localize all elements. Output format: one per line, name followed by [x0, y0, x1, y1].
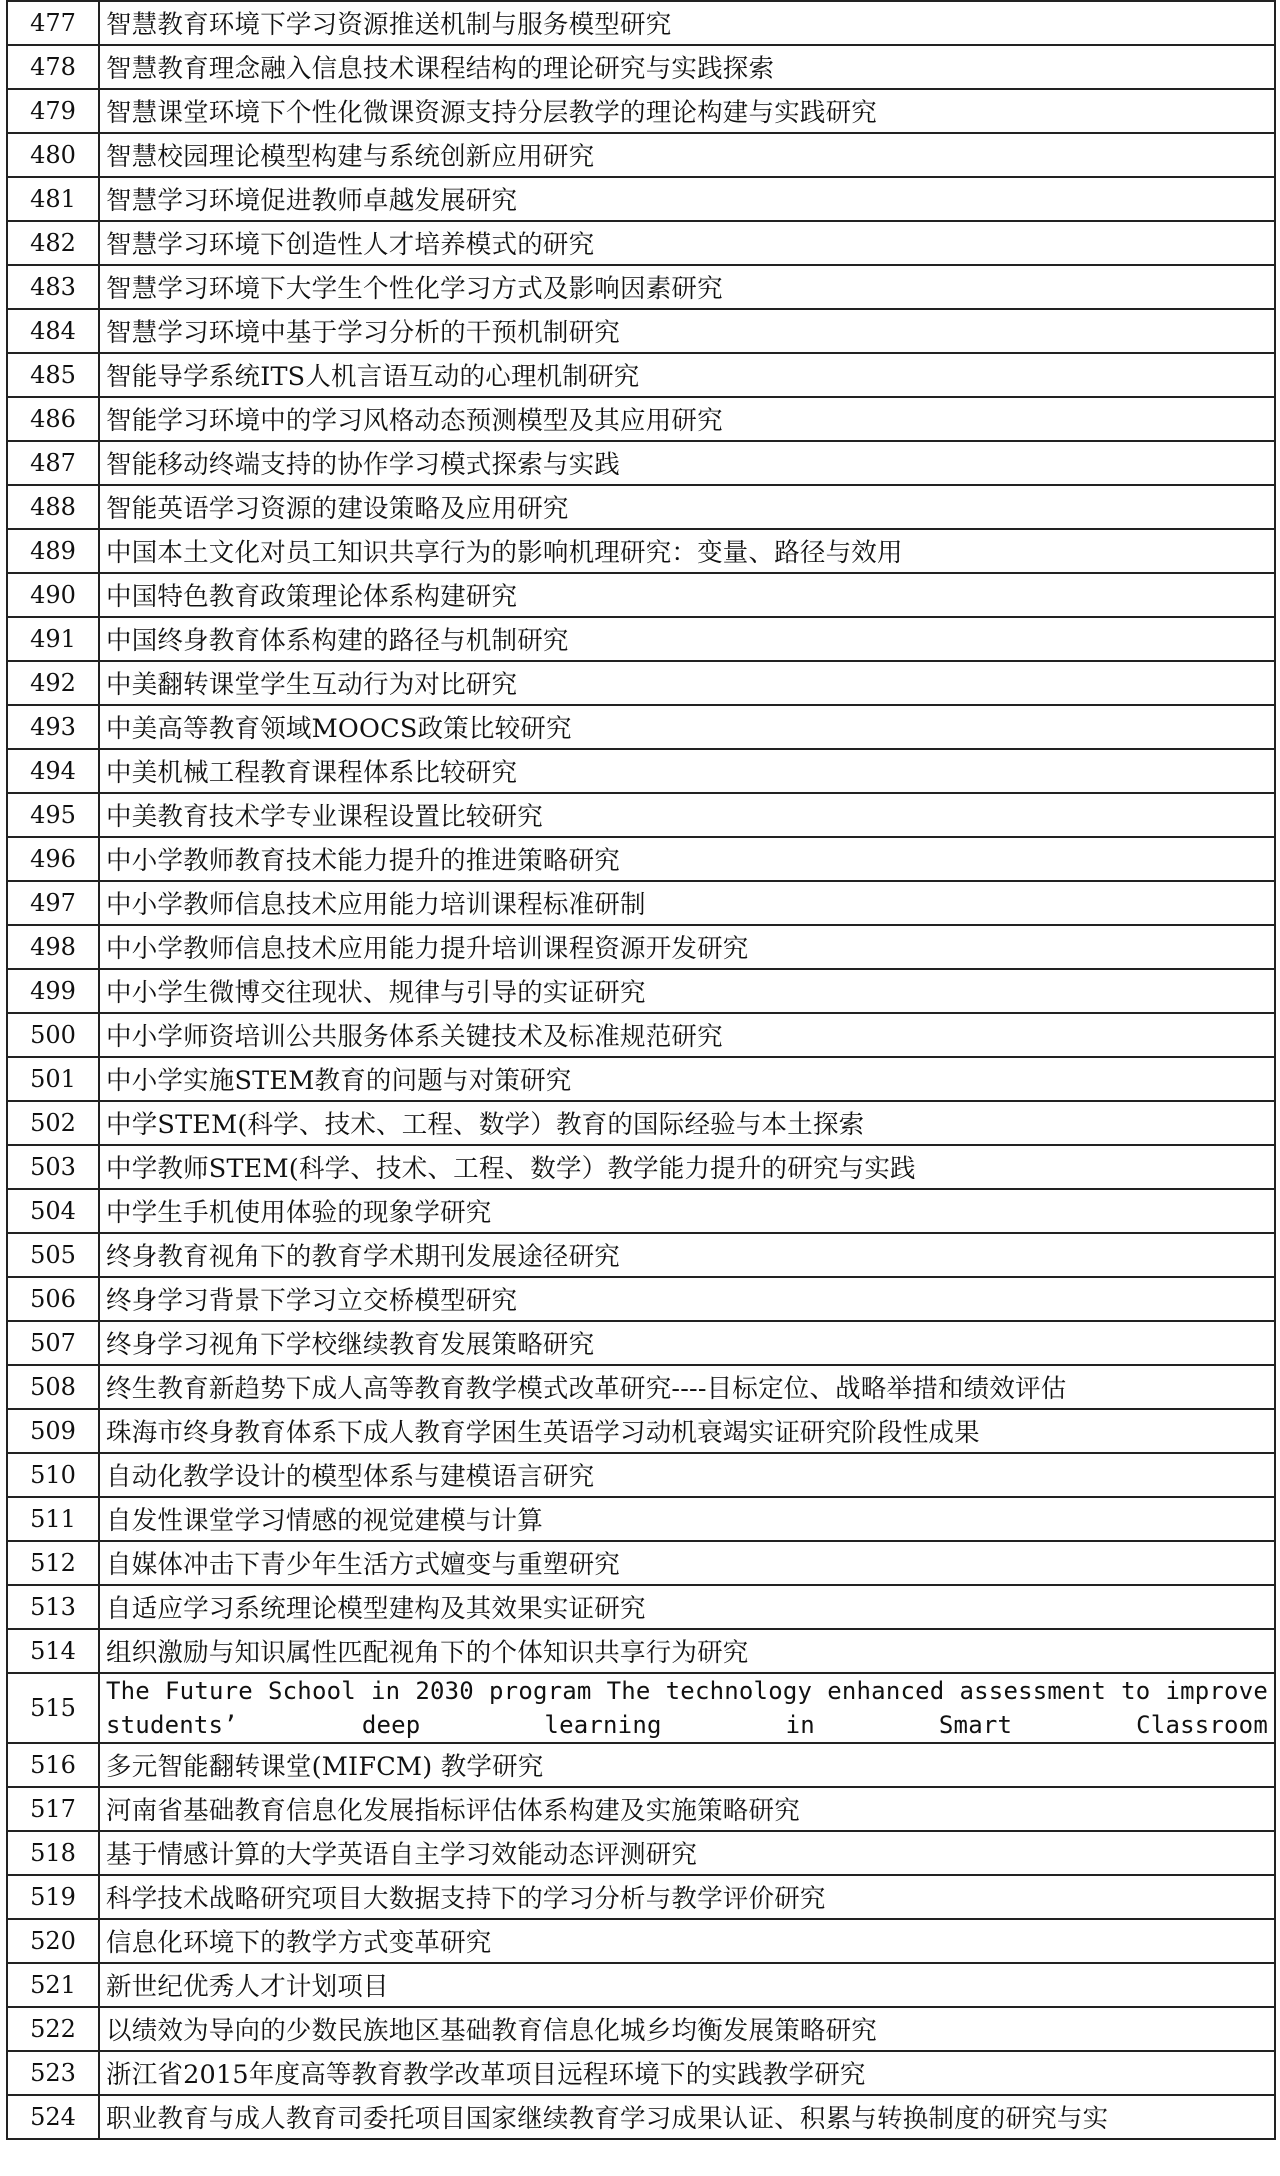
- table-row: [7, 1233, 1275, 1277]
- row-number-cell: 487: [7, 441, 99, 485]
- project-title-cell: 浙江省2015年度高等教育教学改革项目远程环境下的实践教学研究: [99, 2051, 1275, 2095]
- row-number-cell: 516: [7, 1743, 99, 1787]
- table-row: [7, 1963, 1275, 2007]
- project-title-cell: 以绩效为导向的少数民族地区基础教育信息化城乡均衡发展策略研究: [99, 2007, 1275, 2051]
- table-row: [7, 1629, 1275, 1673]
- project-title-cell: 智慧学习环境促进教师卓越发展研究: [99, 177, 1275, 221]
- table-row: [7, 1409, 1275, 1453]
- project-title-cell: 智能学习环境中的学习风格动态预测模型及其应用研究: [99, 397, 1275, 441]
- project-title-cell: 中国本土文化对员工知识共享行为的影响机理研究：变量、路径与效用: [99, 529, 1275, 573]
- row-number-cell: 486: [7, 397, 99, 441]
- row-number-cell: 514: [7, 1629, 99, 1673]
- project-title-cell: 自发性课堂学习情感的视觉建模与计算: [99, 1497, 1275, 1541]
- row-number-cell: 501: [7, 1057, 99, 1101]
- project-title-cell: 智慧教育环境下学习资源推送机制与服务模型研究: [99, 1, 1275, 45]
- project-title-cell: 多元智能翻转课堂(MIFCM) 教学研究: [99, 1743, 1275, 1787]
- row-number-cell: 517: [7, 1787, 99, 1831]
- table-row: [7, 573, 1275, 617]
- project-title-cell: 智能导学系统ITS人机言语互动的心理机制研究: [99, 353, 1275, 397]
- project-title-cell: 中国特色教育政策理论体系构建研究: [99, 573, 1275, 617]
- row-number-cell: 508: [7, 1365, 99, 1409]
- table-row: [7, 485, 1275, 529]
- project-title-cell: 智慧学习环境中基于学习分析的干预机制研究: [99, 309, 1275, 353]
- project-title-cell: 中美教育技术学专业课程设置比较研究: [99, 793, 1275, 837]
- table-body: [7, 1, 1275, 2139]
- row-number-cell: 489: [7, 529, 99, 573]
- table-row: [7, 1919, 1275, 1963]
- table-row: [7, 177, 1275, 221]
- table-row: [7, 89, 1275, 133]
- table-row: [7, 1787, 1275, 1831]
- project-title-cell: The Future School in 2030 program The technology enhanced assessment to improve students’ deep learning in Smart Classroom: [99, 1673, 1275, 1743]
- row-number-cell: 483: [7, 265, 99, 309]
- row-number-cell: 494: [7, 749, 99, 793]
- project-title-cell: 中小学师资培训公共服务体系关键技术及标准规范研究: [99, 1013, 1275, 1057]
- table-row: [7, 1497, 1275, 1541]
- project-title-cell: 终身学习背景下学习立交桥模型研究: [99, 1277, 1275, 1321]
- table-row: [7, 529, 1275, 573]
- table-row: [7, 1145, 1275, 1189]
- table-row: [7, 265, 1275, 309]
- project-title-cell: 智能英语学习资源的建设策略及应用研究: [99, 485, 1275, 529]
- project-title-cell: 组织激励与知识属性匹配视角下的个体知识共享行为研究: [99, 1629, 1275, 1673]
- row-number-cell: 499: [7, 969, 99, 1013]
- table-row: [7, 881, 1275, 925]
- project-title-cell: 智慧学习环境下创造性人才培养模式的研究: [99, 221, 1275, 265]
- project-title-cell: 中小学教师信息技术应用能力培训课程标准研制: [99, 881, 1275, 925]
- row-number-cell: 480: [7, 133, 99, 177]
- row-number-cell: 496: [7, 837, 99, 881]
- table-row: [7, 1875, 1275, 1919]
- row-number-cell: 510: [7, 1453, 99, 1497]
- project-title-cell: 中学生手机使用体验的现象学研究: [99, 1189, 1275, 1233]
- row-number-cell: 488: [7, 485, 99, 529]
- table-row: [7, 1, 1275, 45]
- project-title-cell: 中小学教师信息技术应用能力提升培训课程资源开发研究: [99, 925, 1275, 969]
- row-number-cell: 509: [7, 1409, 99, 1453]
- row-number-cell: 503: [7, 1145, 99, 1189]
- row-number-cell: 519: [7, 1875, 99, 1919]
- table-row: [7, 661, 1275, 705]
- project-title-cell: 智慧学习环境下大学生个性化学习方式及影响因素研究: [99, 265, 1275, 309]
- row-number-cell: 504: [7, 1189, 99, 1233]
- table-row: [7, 2051, 1275, 2095]
- row-number-cell: 491: [7, 617, 99, 661]
- row-number-cell: 484: [7, 309, 99, 353]
- table-row: [7, 1673, 1275, 1743]
- row-number-cell: 522: [7, 2007, 99, 2051]
- project-title-cell: 河南省基础教育信息化发展指标评估体系构建及实施策略研究: [99, 1787, 1275, 1831]
- table-row: [7, 2095, 1275, 2139]
- row-number-cell: 521: [7, 1963, 99, 2007]
- project-title-cell: 中美翻转课堂学生互动行为对比研究: [99, 661, 1275, 705]
- row-number-cell: 512: [7, 1541, 99, 1585]
- table-row: [7, 309, 1275, 353]
- table-row: [7, 749, 1275, 793]
- project-title-cell: 智慧课堂环境下个性化微课资源支持分层教学的理论构建与实践研究: [99, 89, 1275, 133]
- row-number-cell: 515: [7, 1673, 99, 1743]
- project-title-cell: 终身学习视角下学校继续教育发展策略研究: [99, 1321, 1275, 1365]
- project-title-cell: 智能移动终端支持的协作学习模式探索与实践: [99, 441, 1275, 485]
- table-row: [7, 1057, 1275, 1101]
- table-row: [7, 133, 1275, 177]
- project-title-cell: 中小学生微博交往现状、规律与引导的实证研究: [99, 969, 1275, 1013]
- project-title-cell: 中小学教师教育技术能力提升的推进策略研究: [99, 837, 1275, 881]
- table-row: [7, 397, 1275, 441]
- project-title-cell: 智慧教育理念融入信息技术课程结构的理论研究与实践探索: [99, 45, 1275, 89]
- project-title-cell: 中小学实施STEM教育的问题与对策研究: [99, 1057, 1275, 1101]
- project-title-cell: 中美高等教育领域MOOCS政策比较研究: [99, 705, 1275, 749]
- project-title-cell: 自动化教学设计的模型体系与建模语言研究: [99, 1453, 1275, 1497]
- table-row: [7, 1453, 1275, 1497]
- table-row: [7, 1743, 1275, 1787]
- project-title-cell: 新世纪优秀人才计划项目: [99, 1963, 1275, 2007]
- row-number-cell: 524: [7, 2095, 99, 2139]
- project-title-cell: 科学技术战略研究项目大数据支持下的学习分析与教学评价研究: [99, 1875, 1275, 1919]
- table-row: [7, 705, 1275, 749]
- row-number-cell: 477: [7, 1, 99, 45]
- row-number-cell: 513: [7, 1585, 99, 1629]
- row-number-cell: 502: [7, 1101, 99, 1145]
- project-title-cell: 终生教育新趋势下成人高等教育教学模式改革研究----目标定位、战略举措和绩效评估: [99, 1365, 1275, 1409]
- table-row: [7, 1541, 1275, 1585]
- row-number-cell: 506: [7, 1277, 99, 1321]
- table-row: [7, 1277, 1275, 1321]
- table-row: [7, 837, 1275, 881]
- row-number-cell: 478: [7, 45, 99, 89]
- row-number-cell: 498: [7, 925, 99, 969]
- table-row: [7, 969, 1275, 1013]
- row-number-cell: 497: [7, 881, 99, 925]
- project-title-cell: 信息化环境下的教学方式变革研究: [99, 1919, 1275, 1963]
- project-title-cell: 中学教师STEM(科学、技术、工程、数学）教学能力提升的研究与实践: [99, 1145, 1275, 1189]
- project-title-cell: 智慧校园理论模型构建与系统创新应用研究: [99, 133, 1275, 177]
- project-title-cell: 珠海市终身教育体系下成人教育学困生英语学习动机衰竭实证研究阶段性成果: [99, 1409, 1275, 1453]
- table-row: [7, 1585, 1275, 1629]
- row-number-cell: 507: [7, 1321, 99, 1365]
- row-number-cell: 500: [7, 1013, 99, 1057]
- table-row: [7, 1013, 1275, 1057]
- row-number-cell: 485: [7, 353, 99, 397]
- table-row: [7, 617, 1275, 661]
- table-row: [7, 2007, 1275, 2051]
- row-number-cell: 492: [7, 661, 99, 705]
- row-number-cell: 520: [7, 1919, 99, 1963]
- row-number-cell: 482: [7, 221, 99, 265]
- row-number-cell: 495: [7, 793, 99, 837]
- table-row: [7, 1321, 1275, 1365]
- project-title-cell: 终身教育视角下的教育学术期刊发展途径研究: [99, 1233, 1275, 1277]
- row-number-cell: 518: [7, 1831, 99, 1875]
- table-row: [7, 1365, 1275, 1409]
- project-title-cell: 中美机械工程教育课程体系比较研究: [99, 749, 1275, 793]
- row-number-cell: 511: [7, 1497, 99, 1541]
- table-row: [7, 1101, 1275, 1145]
- project-title-cell: 中国终身教育体系构建的路径与机制研究: [99, 617, 1275, 661]
- row-number-cell: 481: [7, 177, 99, 221]
- project-title-cell: 自媒体冲击下青少年生活方式嬗变与重塑研究: [99, 1541, 1275, 1585]
- table-row: [7, 793, 1275, 837]
- table-row: [7, 441, 1275, 485]
- project-title-cell: 中学STEM(科学、技术、工程、数学）教育的国际经验与本土探索: [99, 1101, 1275, 1145]
- project-title-cell: 自适应学习系统理论模型建构及其效果实证研究: [99, 1585, 1275, 1629]
- table-row: [7, 353, 1275, 397]
- row-number-cell: 523: [7, 2051, 99, 2095]
- table-row: [7, 925, 1275, 969]
- row-number-cell: 479: [7, 89, 99, 133]
- row-number-cell: 490: [7, 573, 99, 617]
- table-row: [7, 1189, 1275, 1233]
- project-title-cell: 基于情感计算的大学英语自主学习效能动态评测研究: [99, 1831, 1275, 1875]
- project-title-cell: 职业教育与成人教育司委托项目国家继续教育学习成果认证、积累与转换制度的研究与实: [99, 2095, 1275, 2139]
- row-number-cell: 493: [7, 705, 99, 749]
- table-row: [7, 221, 1275, 265]
- project-list-table: [6, 0, 1276, 2140]
- table-row: [7, 1831, 1275, 1875]
- table-row: [7, 45, 1275, 89]
- row-number-cell: 505: [7, 1233, 99, 1277]
